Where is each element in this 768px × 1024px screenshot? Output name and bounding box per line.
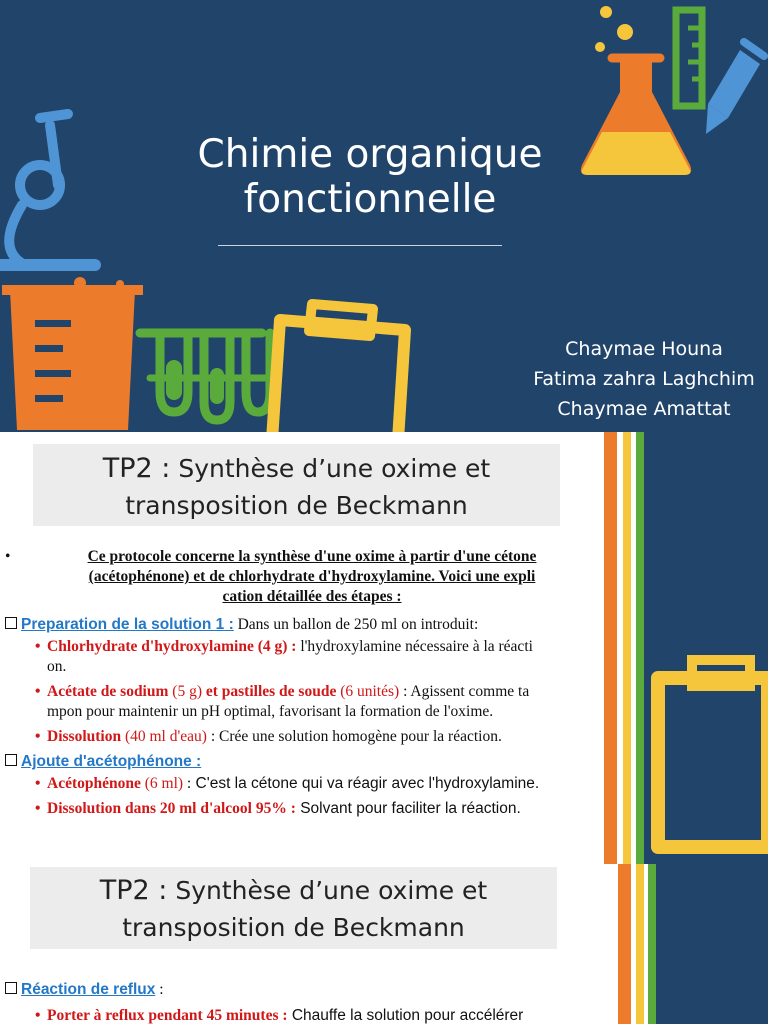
checkbox-bullet-icon (5, 617, 17, 629)
reflux-slide (0, 864, 768, 1024)
clipboard-icon (644, 432, 768, 864)
tp-label: TP2 : (99, 875, 168, 906)
checkbox-bullet-icon (5, 754, 17, 766)
intro-line: cation détaillée des étapes : (222, 588, 402, 605)
reflux-steps (5, 1006, 610, 1024)
colon: : (399, 683, 408, 700)
tp-label: TP2 : (102, 453, 171, 484)
title-underline (218, 245, 502, 246)
beaker-icon (2, 277, 143, 430)
item-text: Agissent comme ta (407, 683, 530, 700)
author-name: Fatima zahra Laghchim (533, 368, 755, 390)
title-line-1: Chimie organique (197, 132, 543, 177)
slide-title-box (30, 867, 557, 949)
title-slide (0, 0, 768, 432)
colon: : (206, 728, 216, 745)
reagent-label: Dissolution dans 20 ml d'alcool 95% : (47, 800, 296, 817)
presentation-title (140, 132, 600, 222)
item-text: l'hydroxylamine nécessaire à la réacti (296, 638, 533, 655)
acetophenone-steps (5, 774, 601, 819)
list-item (35, 774, 601, 794)
section-reflux (5, 980, 610, 1000)
reagent-quantity: (5 g) (168, 683, 206, 700)
section-acetophenone (5, 752, 601, 772)
reagent-quantity: (6 unités) (336, 683, 400, 700)
slide-title-box (33, 444, 560, 526)
preparation-steps (5, 637, 601, 747)
list-item (35, 799, 601, 819)
title-text-line-2: transposition de Beckmann (122, 913, 465, 942)
reagent-label: Dissolution (47, 728, 122, 745)
title-text: Synthèse d’une oxime et (167, 876, 488, 905)
intro-paragraph (5, 547, 601, 607)
section-heading: Ajoute d'acétophénone : (21, 753, 202, 770)
item-text: C'est la cétone qui va réagir avec l'hydroxylamine. (191, 775, 540, 792)
microscope-icon (0, 114, 95, 265)
list-item (35, 682, 601, 722)
colon: : (183, 775, 192, 792)
item-text: mpon pour maintenir un pH optimal, favorisant la formation de l'oxime. (47, 703, 494, 720)
bullet-icon: • (5, 548, 11, 565)
reagent-label: Acétate de sodium (47, 683, 169, 700)
intro-line: Ce protocole concerne la synthèse d'une oxime à partir d'une cétone (87, 548, 537, 565)
title-line-2: fonctionnelle (243, 177, 497, 222)
decorative-stripes (604, 432, 768, 864)
pencil-icon (706, 42, 764, 134)
author-list (520, 334, 768, 424)
section-heading: Réaction de reflux (21, 981, 156, 998)
item-text: Crée une solution homogène pour la réaction. (215, 728, 502, 745)
test-tubes-icon (140, 333, 272, 420)
author-name: Chaymae Houna (565, 338, 723, 360)
list-item (35, 637, 601, 677)
reagent-quantity: (40 ml d'eau) (121, 728, 207, 745)
section-preparation (5, 615, 601, 635)
reagent-label: Acétophénone (47, 775, 141, 792)
list-item (35, 727, 601, 747)
protocol-slide (0, 432, 768, 864)
reagent-label: Chlorhydrate d'hydroxylamine (4 g) : (47, 638, 297, 655)
decorative-stripes (618, 864, 768, 1024)
reagent-quantity: (6 ml) (140, 775, 184, 792)
checkbox-bullet-icon (5, 982, 17, 994)
section-heading: Preparation de la solution 1 : (21, 616, 234, 633)
slide-content (5, 547, 601, 824)
heading-suffix: : (155, 981, 164, 998)
item-text: Solvant pour faciliter la réaction. (295, 800, 521, 817)
section-intro: Dans un ballon de 250 ml on introduit: (233, 616, 479, 633)
slide-content (5, 980, 610, 1024)
reagent-label: pastilles de soude (217, 683, 337, 700)
title-text-line-2: transposition de Beckmann (125, 491, 468, 520)
title-text: Synthèse d’une oxime et (170, 454, 491, 483)
reagent-label: Porter à reflux pendant 45 minutes : (47, 1007, 288, 1024)
intro-line: (acétophénone) et de chlorhydrate d'hydroxylamine. Voici une expli (88, 568, 536, 585)
item-text: on. (47, 658, 67, 675)
conjunction: et (205, 683, 218, 700)
clipboard-icon (272, 304, 405, 432)
author-name: Chaymae Amattat (557, 398, 731, 420)
item-text: Chauffe la solution pour accélérer (287, 1007, 524, 1024)
list-item (35, 1006, 610, 1024)
ruler-icon (676, 10, 702, 106)
